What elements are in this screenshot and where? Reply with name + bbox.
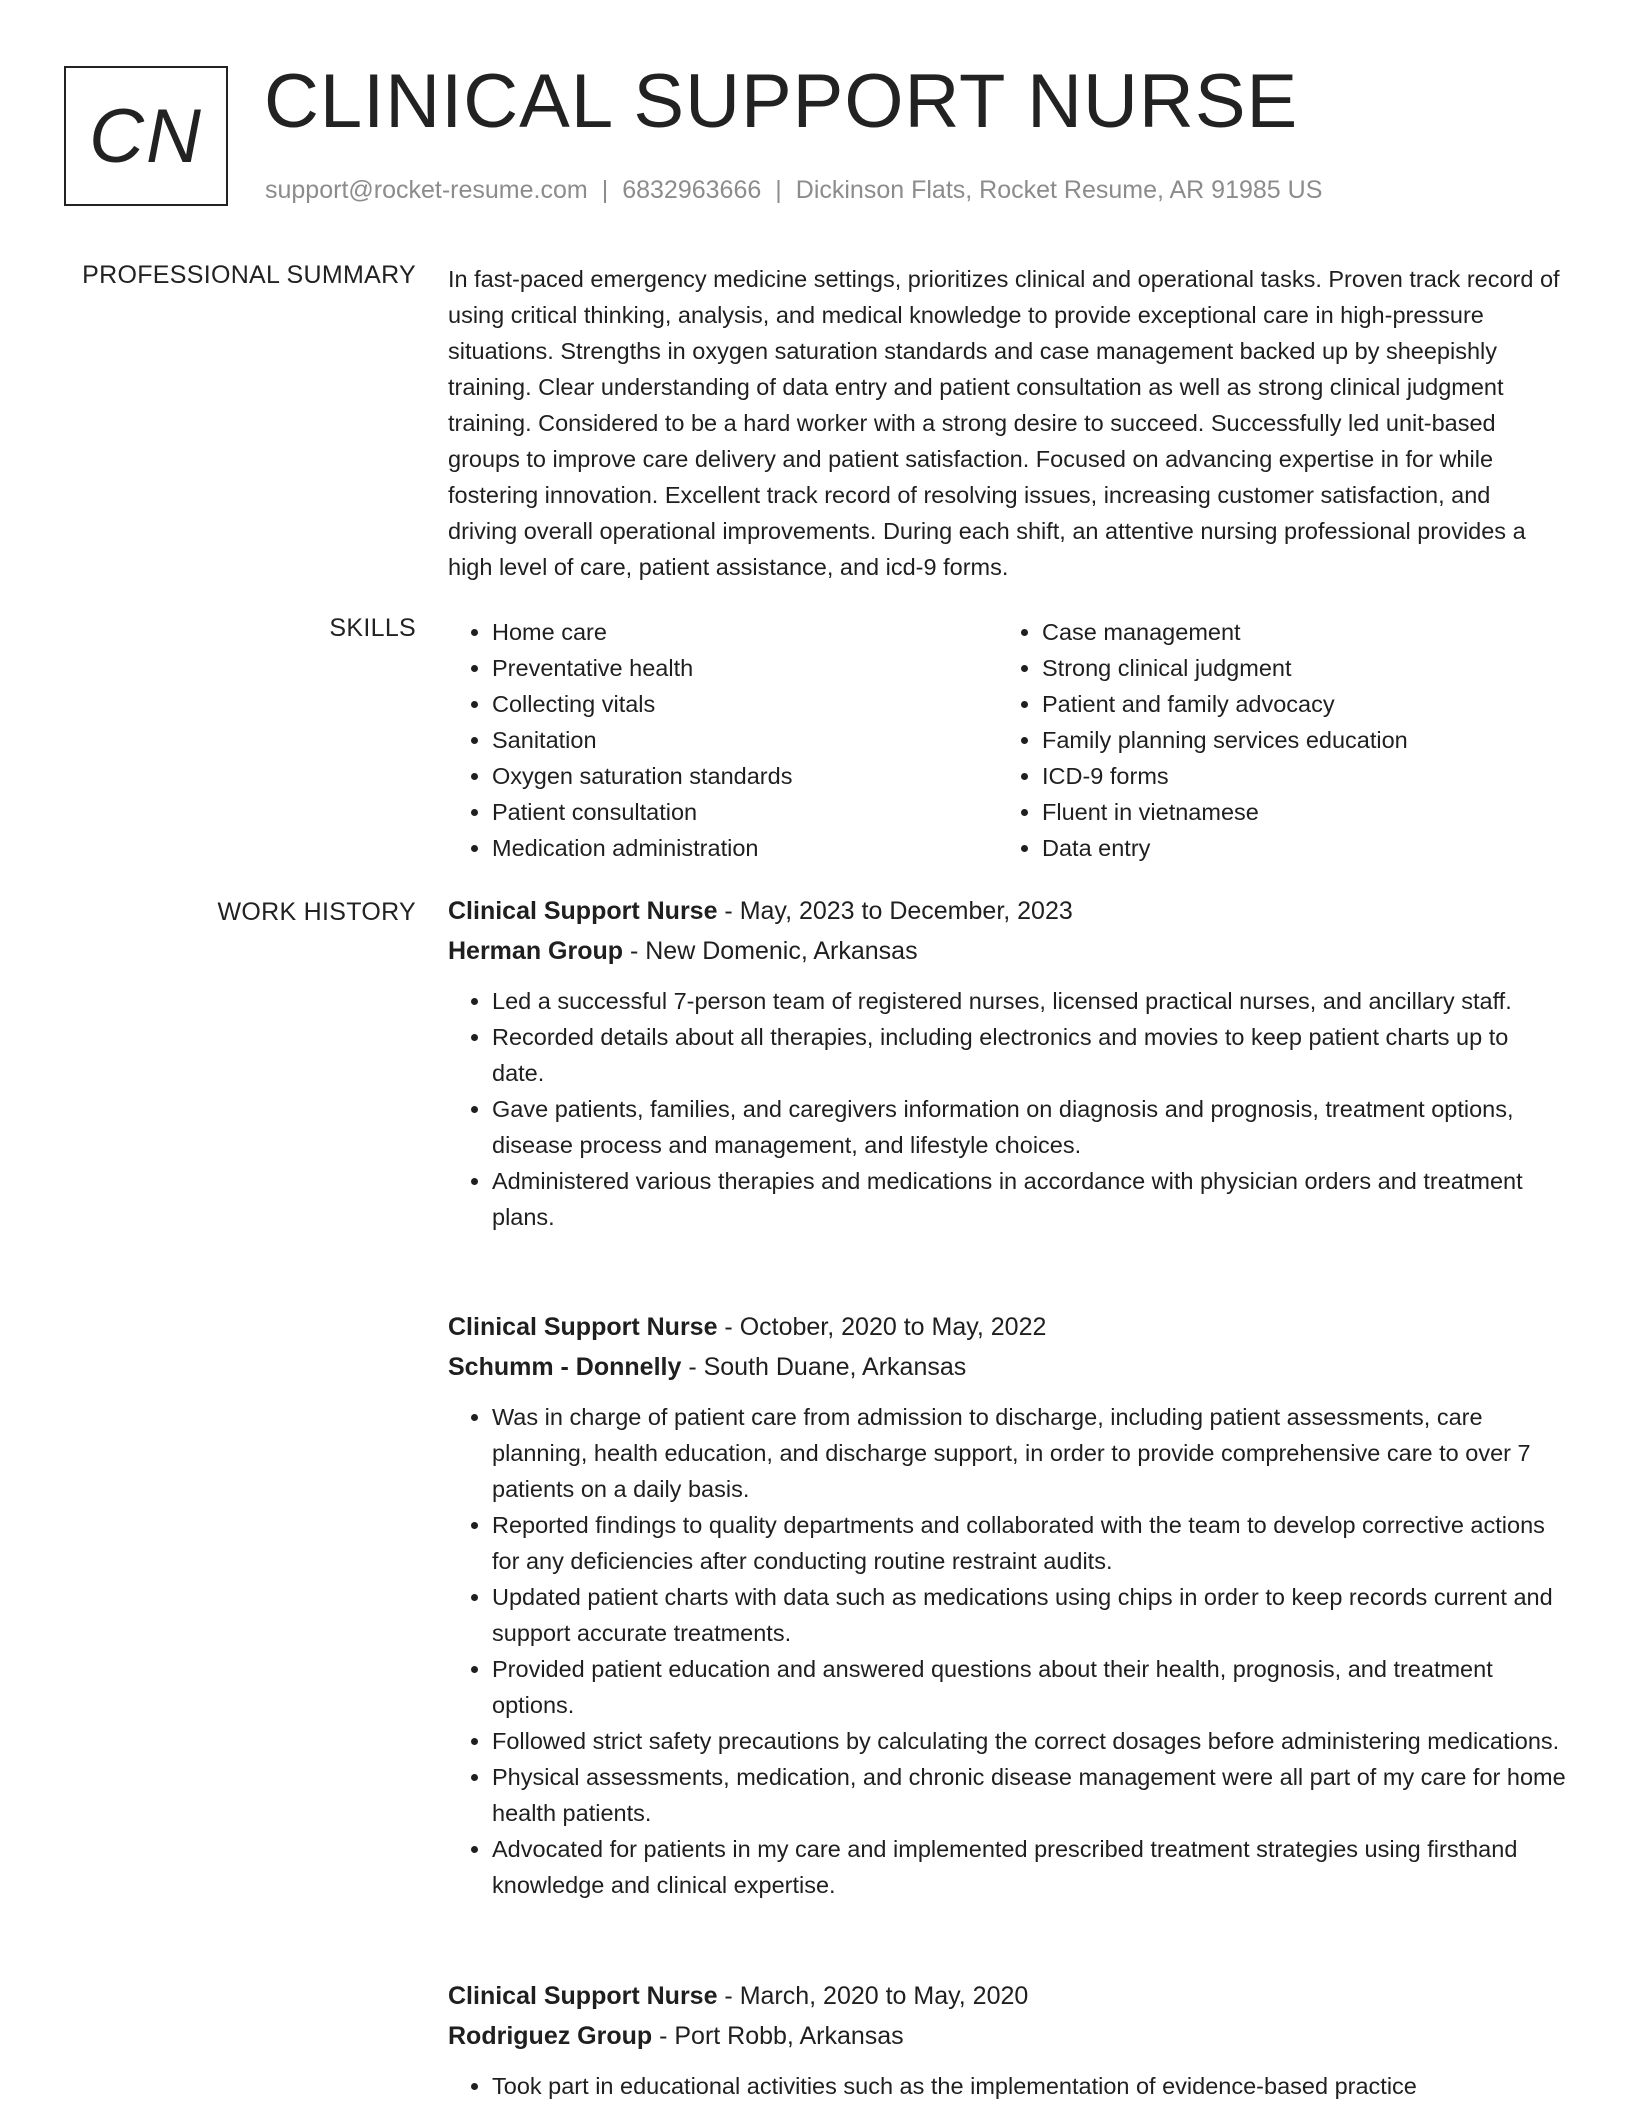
skill-item: • Patient and family advocacy (1042, 686, 1548, 722)
job-location: - South Duane, Arkansas (681, 1353, 967, 1381)
job-bullet: • Was in charge of patient care from admission to discharge, including patient assessments, care planning, health education, and discharge support, in order to provide comprehensive care to over 7 patients on a daily basis. (492, 1399, 1566, 1507)
job-location: - New Domenic, Arkansas (623, 937, 918, 965)
job-bullets (448, 983, 1566, 1235)
job-company-line (448, 931, 1566, 971)
job-dates: - March, 2020 to May, 2020 (717, 1982, 1029, 2010)
skills-column-left (448, 614, 998, 866)
job-bullet: • Reported findings to quality departments and collaborated with the team to develop corrective actions for any deficiencies after conducting routine restraint audits. (492, 1507, 1566, 1579)
job-bullet: • Gave patients, families, and caregivers information on diagnosis and prognosis, treatment options, disease process and management, and lifestyle choices. (492, 1091, 1566, 1163)
job-title: Clinical Support Nurse (448, 897, 718, 925)
skill-item: • Collecting vitals (492, 686, 998, 722)
job-company: Schumm - Donnelly (448, 1353, 682, 1381)
job-title-line (448, 1307, 1566, 1347)
job-title: Clinical Support Nurse (448, 1313, 718, 1341)
contact-separator: | (775, 176, 782, 204)
skill-item: • Data entry (1042, 830, 1548, 866)
summary-text: In fast-paced emergency medicine settings, prioritizes clinical and operational tasks. Proven track record of using critical thinking, analysis, and medical knowledge to provide exceptional care in high-pressure situations. Strengths in oxygen saturation standards and case management backed up by sheepishly training. Clear understanding of data entry and patient consultation as well as strong clinical judgment training. Considered to be a hard worker with a strong desire to succeed. Successfully led unit-based groups to improve care delivery and patient satisfaction. Focused on advancing expertise in for while fostering innovation. Excellent track record of resolving issues, increasing customer satisfaction, and driving overall operational improvements. During each shift, an attentive nursing professional provides a high level of care, patient assistance, and icd-9 forms. (448, 266, 1560, 580)
skills-list (448, 614, 1566, 866)
skills-column-right (998, 614, 1548, 866)
contact-address: Dickinson Flats, Rocket Resume, AR 91985 US (795, 176, 1323, 204)
job-dates: - May, 2023 to December, 2023 (717, 897, 1073, 925)
skill-item: • Strong clinical judgment (1042, 650, 1548, 686)
job-entry (448, 1307, 1566, 1903)
job-company-line (448, 2016, 1566, 2056)
section-label-work-history: WORK HISTORY (217, 898, 416, 926)
job-bullets (448, 2068, 1566, 2104)
skill-item: • Fluent in vietnamese (1042, 794, 1548, 830)
skill-item: • Preventative health (492, 650, 998, 686)
job-bullet: • Followed strict safety precautions by calculating the correct dosages before administering medications. (492, 1723, 1566, 1759)
job-bullet: • Recorded details about all therapies, including electronics and movies to keep patient charts up to date. (492, 1019, 1566, 1091)
job-company: Rodriguez Group (448, 2022, 653, 2050)
section-label-skills: SKILLS (329, 614, 416, 642)
section-label-summary: PROFESSIONAL SUMMARY (82, 261, 416, 289)
contact-line (265, 176, 1322, 205)
monogram-box (64, 66, 228, 206)
skill-item: • Medication administration (492, 830, 998, 866)
monogram-initials: CN (89, 93, 203, 179)
contact-email[interactable]: support@rocket-resume.com (265, 176, 588, 204)
job-bullet: • Provided patient education and answered questions about their health, prognosis, and treatment options. (492, 1651, 1566, 1723)
job-title-line (448, 1976, 1566, 2016)
skill-item: • Sanitation (492, 722, 998, 758)
job-dates: - October, 2020 to May, 2022 (717, 1313, 1047, 1341)
job-bullet: • Took part in educational activities such as the implementation of evidence-based practice (492, 2068, 1566, 2104)
resume-title: CLINICAL SUPPORT NURSE (264, 59, 1299, 144)
skill-item: • Family planning services education (1042, 722, 1548, 758)
job-location: - Port Robb, Arkansas (652, 2022, 904, 2050)
job-bullet: • Administered various therapies and medications in accordance with physician orders and treatment plans. (492, 1163, 1566, 1235)
contact-phone[interactable]: 6832963666 (622, 176, 762, 204)
job-bullet: • Led a successful 7-person team of registered nurses, licensed practical nurses, and ancillary staff. (492, 983, 1566, 1019)
skill-item: • Home care (492, 614, 998, 650)
skill-item: • Case management (1042, 614, 1548, 650)
skill-item: • Oxygen saturation standards (492, 758, 998, 794)
contact-separator: | (601, 176, 609, 204)
job-entry (448, 1976, 1566, 2104)
job-bullet: • Physical assessments, medication, and chronic disease management were all part of my care for home health patients. (492, 1759, 1566, 1831)
skill-item: • Patient consultation (492, 794, 998, 830)
job-bullet: • Updated patient charts with data such as medications using chips in order to keep records current and support accurate treatments. (492, 1579, 1566, 1651)
job-bullet: • Advocated for patients in my care and implemented prescribed treatment strategies using firsthand knowledge and clinical expertise. (492, 1831, 1566, 1903)
job-company: Herman Group (448, 937, 624, 965)
job-entry (448, 891, 1566, 1235)
job-company-line (448, 1347, 1566, 1387)
job-title: Clinical Support Nurse (448, 1982, 718, 2010)
skill-item: • ICD-9 forms (1042, 758, 1548, 794)
job-bullets (448, 1399, 1566, 1903)
job-title-line (448, 891, 1566, 931)
